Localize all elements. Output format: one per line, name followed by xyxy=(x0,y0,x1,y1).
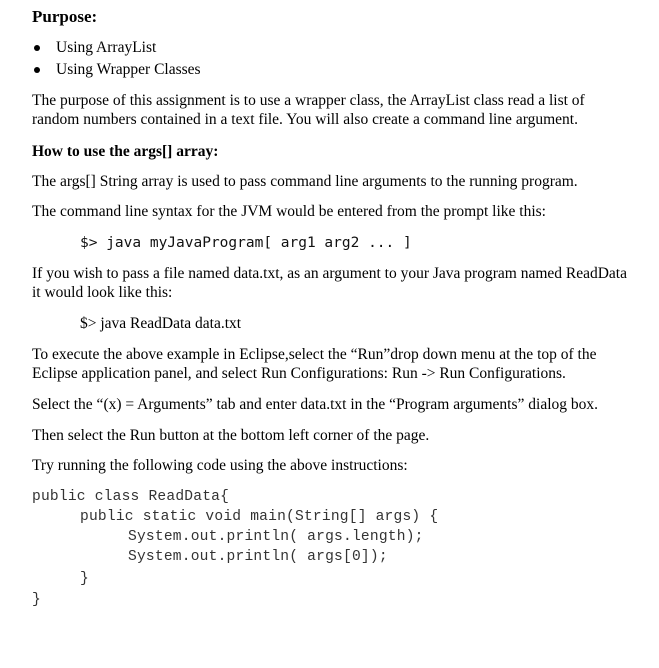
bullet-item-arraylist xyxy=(56,38,156,58)
file-paragraph-line-2: it would look like this: xyxy=(32,284,173,301)
args-description: The args[] String array is used to pass command line arguments to the running program. xyxy=(32,173,578,190)
purpose-paragraph-line-1: The purpose of this assignment is to use a wrapper class, the ArrayList class read a list of xyxy=(32,92,585,109)
args-heading: How to use the args[] array: xyxy=(32,143,219,160)
syntax-description: The command line syntax for the JVM would be entered from the prompt like this: xyxy=(32,203,546,220)
code-line-close-method: } xyxy=(80,571,89,587)
bullet-text: Using ArrayList xyxy=(56,39,157,56)
eclipse-paragraph-line-1: To execute the above example in Eclipse,select the “Run”drop down menu at the top of the xyxy=(32,346,597,363)
code-line-main: public static void main(String[] args) { xyxy=(80,509,439,525)
purpose-paragraph-line-2: random numbers contained in a text file. You will also create a command line argument. xyxy=(32,111,578,128)
code-line-print-arg: System.out.println( args[0]); xyxy=(128,549,388,565)
code-line-print-length: System.out.println( args.length); xyxy=(128,529,424,545)
bullet-item-wrapper-classes xyxy=(56,60,201,80)
eclipse-paragraph-line-2: Eclipse application panel, and select Run Configurations: Run -> Run Configurations. xyxy=(32,365,566,382)
file-command: $> java ReadData data.txt xyxy=(80,315,242,332)
run-button-line: Then select the Run button at the bottom left corner of the page. xyxy=(32,427,430,444)
bullet-text: Using Wrapper Classes xyxy=(56,61,201,78)
bullet-dot-icon xyxy=(34,67,40,73)
bullet-dot-icon xyxy=(34,45,40,51)
file-paragraph-line-1: If you wish to pass a file named data.txt, as an argument to your Java program named ReadData xyxy=(32,265,627,282)
select-arguments-line: Select the “(x) = Arguments” tab and enter data.txt in the “Program arguments” dialog box. xyxy=(32,396,599,413)
syntax-command: $> java myJavaProgram[ arg1 arg2 ... ] xyxy=(80,235,412,251)
code-line-class: public class ReadData{ xyxy=(32,489,230,505)
purpose-heading: Purpose: xyxy=(32,7,98,26)
code-line-close-class: } xyxy=(32,592,41,608)
try-code-line: Try running the following code using the above instructions: xyxy=(32,457,408,474)
